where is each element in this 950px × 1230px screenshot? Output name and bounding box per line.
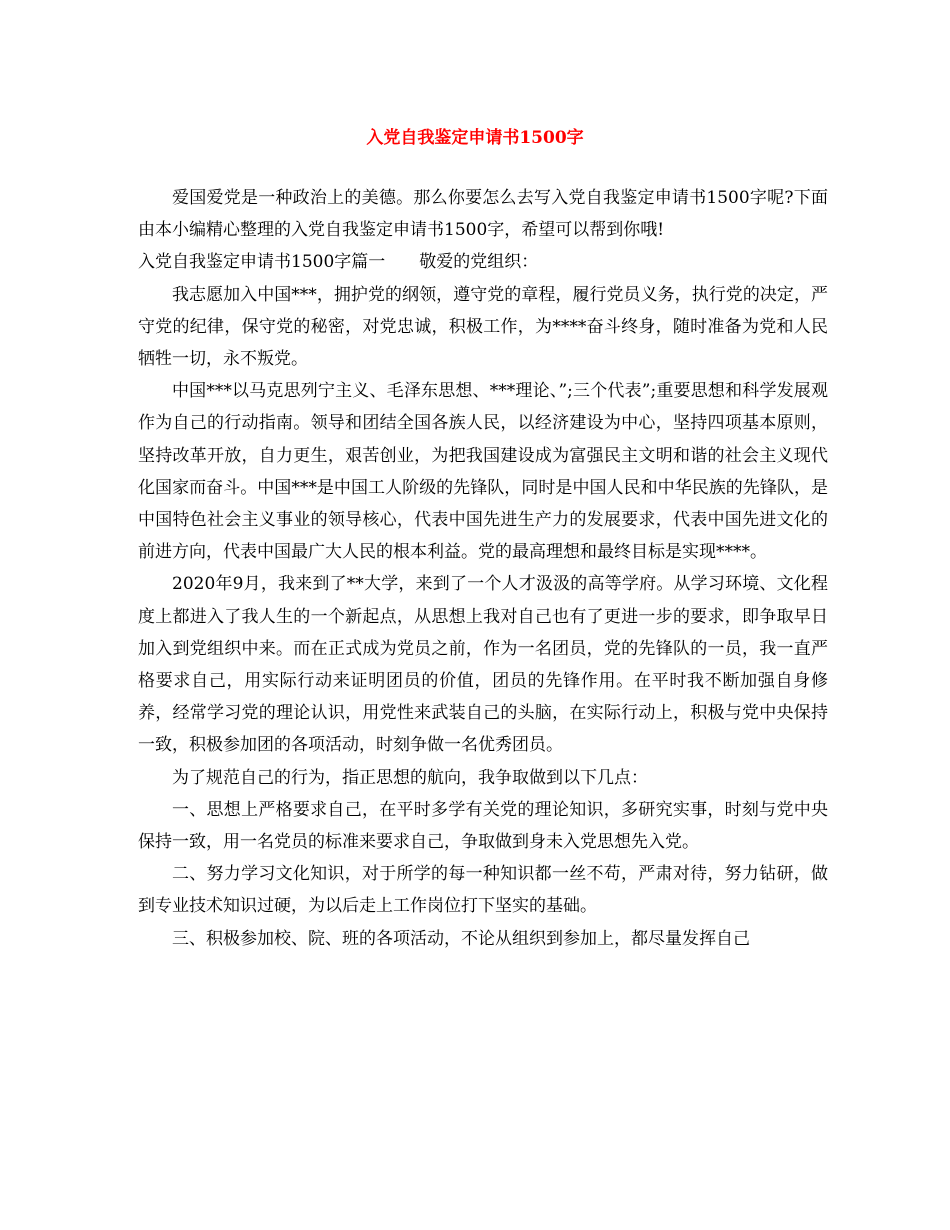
- section-heading: 入党自我鉴定申请书1500字篇一: [138, 252, 386, 273]
- salutation: 敬爱的党组织：: [419, 252, 539, 273]
- body-paragraph: 三、积极参加校、院、班的各项活动，不论从组织到参加上，都尽量发挥自己: [172, 928, 750, 949]
- document-title: 入党自我鉴定申请书1500字: [366, 128, 584, 148]
- body-paragraph: 中国***以马克思列宁主义、毛泽东思想、***理论、”;三个代表”;重要思想和科学发展观作为自己的行动指南。领导和团结全国各族人民，以经济建设为中心，坚持四项基本原则，坚持改革开放，自力更生，艰苦创业，为把我国建设成为富强民主文明和谐的社会主义现代化国家而奋斗。中国***是中国工人阶级的先锋队，同时是中国人民和中华民族的先锋队，是中国特色社会主义事业的领导核心，代表中国先进生产力的发展要求，代表中国先进文化的前进方向，代表中国最广大人民的根本利益。党的最高理想和最终目标是实现****。: [138, 381, 828, 563]
- body-paragraph: 我志愿加入中国***，拥护党的纲领，遵守党的章程，履行党员义务，执行党的决定，严守党的纪律，保守党的秘密，对党忠诚，积极工作，为****奋斗终身，随时准备为党和人民牺牲一切，永不叛党。: [138, 284, 828, 370]
- body-paragraph: 2020年9月，我来到了**大学，来到了一个人才汲汲的高等学府。从学习环境、文化程度上都进入了我人生的一个新起点，从思想上我对自己也有了更进一步的要求，即争取早日加入到党组织中来。而在正式成为党员之前，作为一名团员，党的先锋队的一员，我一直严格要求自己，用实际行动来证明团员的价值，团员的先锋作用。在平时我不断加强自身修养，经常学习党的理论认识，用党性来武装自己的头脑，在实际行动上，积极与党中央保持一致，积极参加团的各项活动，时刻争做一名优秀团员。: [138, 574, 828, 756]
- intro-paragraph: 爱国爱党是一种政治上的美德。那么你要怎么去写入党自我鉴定申请书1500字呢?下面由本小编精心整理的入党自我鉴定申请书1500字，希望可以帮到你哦!: [138, 188, 828, 241]
- body-paragraph: 为了规范自己的行为，指正思想的航向，我争取做到以下几点：: [172, 767, 648, 788]
- body-paragraph: 一、思想上严格要求自己，在平时多学有关党的理论知识，多研究实事，时刻与党中央保持一致，用一名党员的标准来要求自己，争取做到身未入党思想先入党。: [138, 799, 828, 853]
- section-heading-line: [138, 246, 828, 278]
- body-paragraph: 二、努力学习文化知识，对于所学的每一种知识都一丝不苟，严肃对待，努力钻研，做到专业技术知识过硬，为以后走上工作岗位打下坚实的基础。: [138, 864, 828, 917]
- document-body: [138, 182, 828, 955]
